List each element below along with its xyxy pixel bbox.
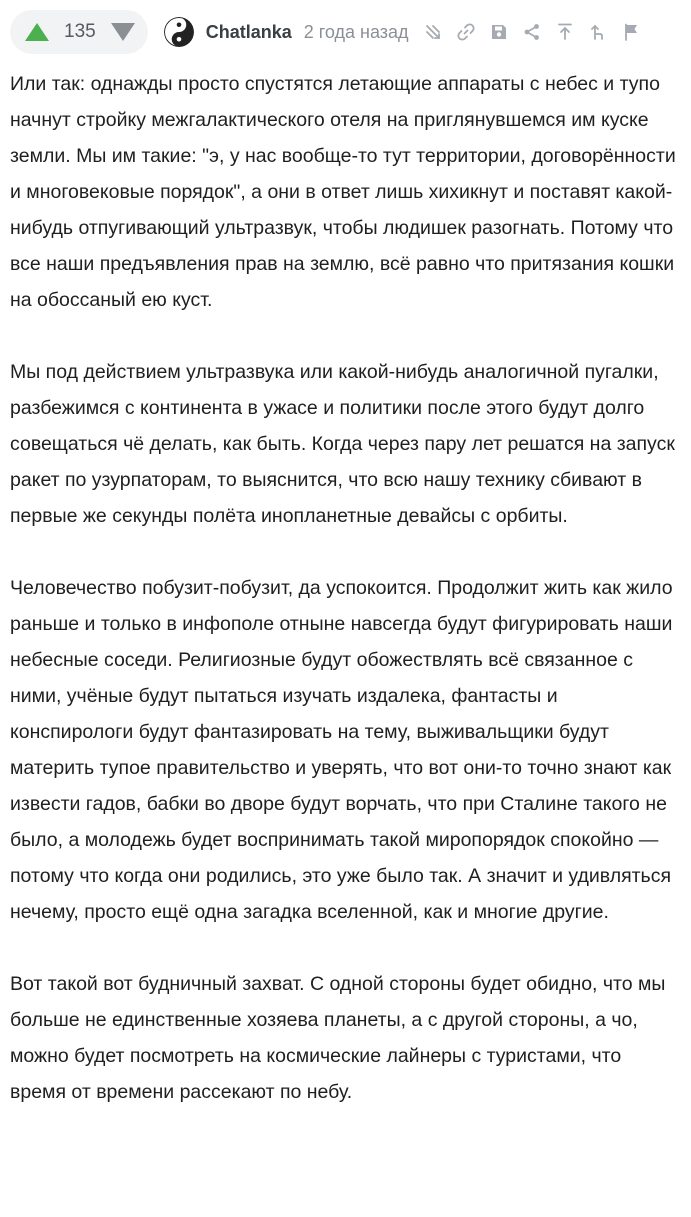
comment-body: [10, 66, 682, 1110]
link-icon: [456, 22, 476, 42]
rating-widget: [10, 10, 148, 54]
yin-yang-avatar-icon: [164, 17, 194, 47]
comment-header: [10, 10, 681, 54]
save-icon: [489, 22, 509, 42]
parent-comment-icon: [588, 22, 608, 42]
comment-paragraph: Человечество побузит-побузит, да успокоится. Продолжит жить как жило раньше и только в инфополе отныне навсегда будут фигурировать наши небесные соседи. Религиозные будут обожествлять всё связанное с ними, учёные будут пытаться изучать издалека, фантасты и конспирологи будут фантазировать на тему, выживальщики будут материть тупое правительство и уверять, что вот они-то точно знают как извести гадов, бабки во дворе будут ворчать, что при Сталине такого не было, а молодежь будет воспринимать такой миропорядок спокойно — потому что когда они родились, это уже было так. А значит и удивляться нечему, просто ещё одна загадка вселенной, как и многие другие.: [10, 577, 673, 923]
share-button[interactable]: [516, 17, 549, 47]
report-button[interactable]: [615, 17, 648, 47]
comment-time[interactable]: 2 года назад: [303, 21, 409, 42]
scroll-up-button[interactable]: [549, 17, 582, 47]
rating-value: 135: [64, 21, 96, 42]
avatar[interactable]: [164, 17, 194, 47]
comment-paragraph: Или так: однажды просто спустятся летающие аппараты с небес и тупо начнут стройку межгалактического отеля на приглянувшемся им куске земли. Мы им такие: "э, у нас вообще-то тут территории, договорённости и многовековые порядок", а они в ответ лишь хихикнут и поставят какой-нибудь отпугивающий ультразвук, чтобы людишек разогнать. Потому что все наши предъявления прав на землю, всё равно что притязания кошки на обоссаный ею куст.: [10, 73, 676, 311]
report-flag-icon: [621, 22, 641, 42]
comment-paragraph: Вот такой вот будничный захват. С одной стороны будет обидно, что мы больше не единственные хозяева планеты, а с другой стороны, а чо, можно будет посмотреть на космические лайнеры с туристами, что время от времени рассекают по небу.: [10, 973, 666, 1103]
author-username[interactable]: Chatlanka: [205, 21, 292, 42]
scroll-up-icon: [555, 22, 575, 42]
downvote-triangle-icon: [110, 22, 136, 42]
share-icon: [522, 22, 542, 42]
branch-button[interactable]: [417, 17, 450, 47]
comment-author: [164, 17, 409, 47]
branch-icon: [423, 22, 443, 42]
link-button[interactable]: [450, 17, 483, 47]
comment-paragraph: Мы под действием ультразвука или какой-нибудь аналогичной пугалки, разбежимся с континента в ужасе и политики после этого будут долго совещаться чё делать, как быть. Когда через пару лет решатся на запуск ракет по узурпаторам, то выяснится, что всю нашу технику сбивают в первые же секунды полёта инопланетные девайсы с орбиты.: [10, 361, 675, 527]
parent-comment-button[interactable]: [582, 17, 615, 47]
downvote-button[interactable]: [110, 22, 136, 42]
save-button[interactable]: [483, 17, 516, 47]
upvote-triangle-icon: [24, 22, 50, 42]
upvote-button[interactable]: [24, 22, 50, 42]
comment-actions: [417, 17, 648, 47]
